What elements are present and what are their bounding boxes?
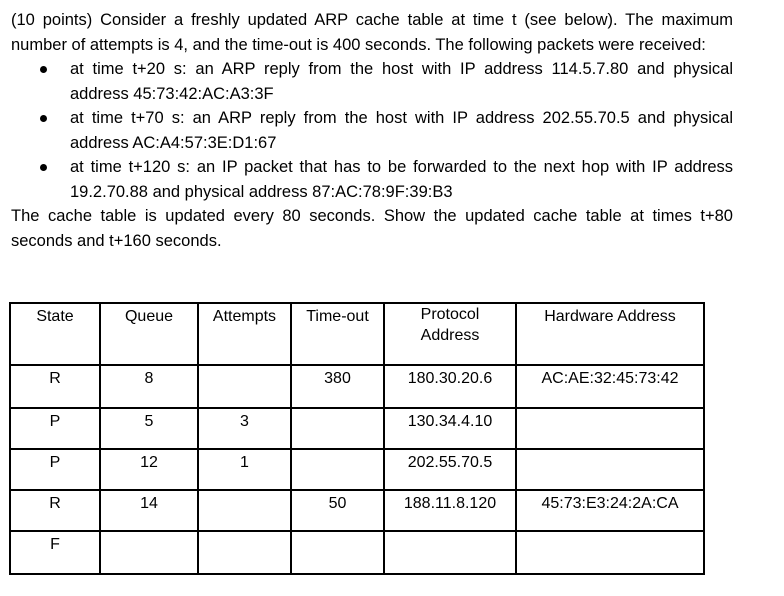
packet-item: at time t+70 s: an ARP reply from the host with IP address 202.55.70.5 and physical address AC:A4:57:3E:D1:67 bbox=[70, 106, 733, 155]
table-header-row bbox=[10, 303, 704, 365]
cell bbox=[291, 408, 384, 449]
cell: 50 bbox=[291, 490, 384, 531]
cell bbox=[516, 531, 704, 574]
question-intro: (10 points) Consider a freshly updated ARP cache table at time t (see below). The maximum number of attempts is 4, and the time-out is 400 seconds. The following packets were received: bbox=[11, 11, 733, 54]
cell: 12 bbox=[100, 449, 198, 490]
cell: R bbox=[10, 365, 100, 408]
cell: 3 bbox=[198, 408, 291, 449]
cell bbox=[291, 531, 384, 574]
packet-item: at time t+120 s: an IP packet that has to be forwarded to the next hop with IP address 19.2.70.88 and physical address 87:AC:78:9F:39:B3 bbox=[70, 155, 733, 204]
header-cell: Time-out bbox=[291, 303, 384, 365]
arp-cache-table bbox=[9, 302, 705, 575]
table-row bbox=[10, 490, 704, 531]
header-cell: Hardware Address bbox=[516, 303, 704, 365]
header-cell: Attempts bbox=[198, 303, 291, 365]
cell bbox=[516, 449, 704, 490]
cell: 8 bbox=[100, 365, 198, 408]
packet-list bbox=[11, 57, 733, 204]
cell bbox=[291, 449, 384, 490]
header-cell: State bbox=[10, 303, 100, 365]
cell: 202.55.70.5 bbox=[384, 449, 516, 490]
table-row bbox=[10, 408, 704, 449]
question-text bbox=[11, 8, 733, 253]
cell: P bbox=[10, 408, 100, 449]
table-row bbox=[10, 449, 704, 490]
cell: AC:AE:32:45:73:42 bbox=[516, 365, 704, 408]
packet-item: at time t+20 s: an ARP reply from the host with IP address 114.5.7.80 and physical address 45:73:42:AC:A3:3F bbox=[70, 57, 733, 106]
header-cell: Protocol Address bbox=[384, 303, 516, 365]
cell bbox=[198, 490, 291, 531]
table-row bbox=[10, 531, 704, 574]
cell: 45:73:E3:24:2A:CA bbox=[516, 490, 704, 531]
cell: 380 bbox=[291, 365, 384, 408]
cell bbox=[384, 531, 516, 574]
table-row bbox=[10, 365, 704, 408]
cell: 180.30.20.6 bbox=[384, 365, 516, 408]
cell bbox=[198, 531, 291, 574]
cell bbox=[198, 365, 291, 408]
cell: 188.11.8.120 bbox=[384, 490, 516, 531]
cell: 5 bbox=[100, 408, 198, 449]
cell: F bbox=[10, 531, 100, 574]
cell bbox=[516, 408, 704, 449]
cell: 14 bbox=[100, 490, 198, 531]
cell bbox=[100, 531, 198, 574]
cell: 130.34.4.10 bbox=[384, 408, 516, 449]
cell: R bbox=[10, 490, 100, 531]
header-cell: Queue bbox=[100, 303, 198, 365]
cell: 1 bbox=[198, 449, 291, 490]
cell: P bbox=[10, 449, 100, 490]
question-closing: The cache table is updated every 80 seconds. Show the updated cache table at times t+80 seconds and t+160 seconds. bbox=[11, 207, 733, 250]
